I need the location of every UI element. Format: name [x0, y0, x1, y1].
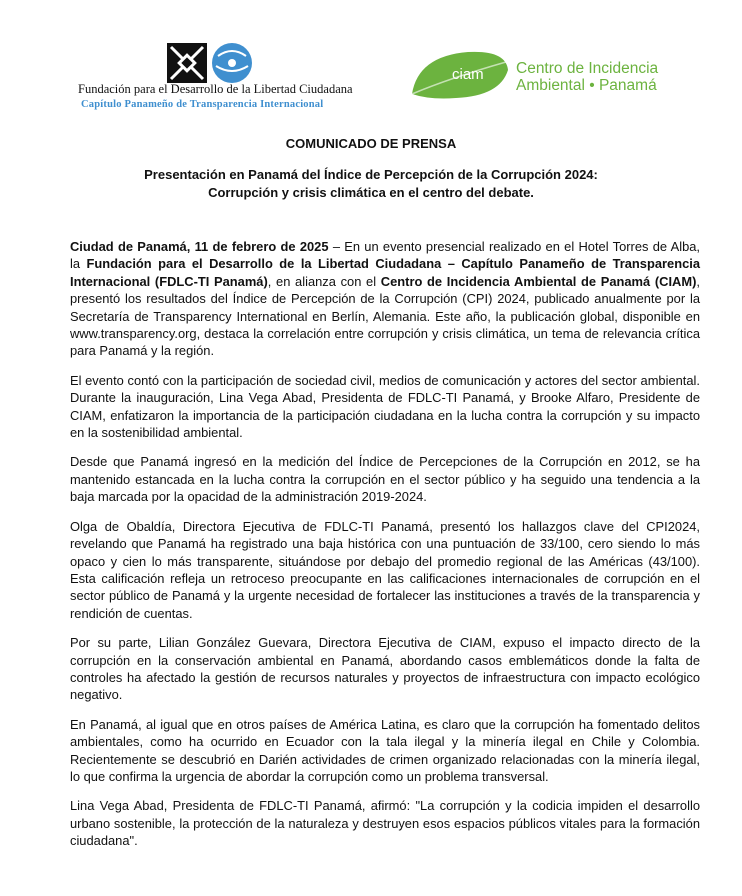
paragraph-2: El evento contó con la participación de sociedad civil, medios de comunicación y actores del sector ambiental. Durante la inauguración, Lina Vega Abad, Presidenta de FDLC-TI Panamá, y Brooke Alfaro, Presidente de CIAM, enfatizaron la importancia de la participación ciudadana en la lucha contra la corrupción y su impacto en la sostenibilidad ambiental.	[70, 372, 700, 441]
press-release-body	[70, 238, 700, 862]
p1-text-b: , en alianza con el	[267, 273, 381, 289]
paragraph-3: Desde que Panamá ingresó en la medición del Índice de Percepciones de la Corrupción en 2012, se ha mantenido estancada en la lucha contra la corrupción en el sector público y ha seguido una tendencia a la baja marcada por la opacidad de la administración 2019-2024.	[70, 454, 700, 505]
paragraph-5: Por su parte, Lilian González Guevara, Directora Ejecutiva de CIAM, expuso el impacto directo de la corrupción en la conservación ambiental en Panamá, abordando casos emblemáticos donde la falta de controles ha afectado la gestión de recursos naturales y proyectos de infraestructura con impacto ecológico negativo.	[70, 635, 700, 703]
ciam-name-line1: Centro de Incidencia	[516, 60, 659, 77]
ciam-name-line2: Ambiental • Panamá	[516, 77, 657, 94]
title-line-1: Presentación en Panamá del Índice de Percepción de la Corrupción 2024:	[144, 167, 598, 182]
fdlc-name: Fundación para el Desarrollo de la Libertad Ciudadana	[78, 82, 353, 96]
org-fdlc: Fundación para el Desarrollo de la Libertad Ciudadana – Capítulo Panameño de Transparencia Internacional (FDLC-TI Panamá)	[70, 256, 700, 289]
p1-text-c: , presentó los resultados del Índice de Percepción de la Corrupción (CPI) 2024, publicado anualmente por la Secretaría de Transparency International en Berlín, Alemania. Este año, la publicación global, disponible en www.transparency.org, destaca la correlación entre corrupción y crisis climática, un tema de relevancia crítica para Panamá y la región.	[70, 273, 700, 359]
ciam-logo	[410, 48, 700, 108]
fdlc-emblem-icon	[166, 42, 258, 84]
fdlc-chapter: Capítulo Panameño de Transparencia Internacional	[81, 99, 324, 110]
press-release-label: COMUNICADO DE PRENSA	[285, 136, 457, 151]
title-line-2: Corrupción y crisis climática en el centro del debate.	[208, 185, 534, 200]
press-release-title	[60, 166, 682, 202]
paragraph-6: En Panamá, al igual que en otros países de América Latina, es claro que la corrupción ha fomentado delitos ambientales, como ha ocurrido en Ecuador con la tala ilegal y la minería ilegal en Chile y Colombia. Recientemente se descubrió en Darién actividades de crimen organizado relacionadas con la minería ilegal, lo que confirma la urgencia de abordar la corrupción como un problema transversal.	[70, 716, 700, 784]
fdlc-logo	[78, 38, 378, 118]
ciam-wordmark: ciam	[452, 66, 484, 83]
org-ciam: Centro de Incidencia Ambiental de Panamá (CIAM)	[380, 273, 697, 289]
letterhead	[0, 0, 742, 120]
paragraph-7: Lina Vega Abad, Presidenta de FDLC-TI Panamá, afirmó: "La corrupción y la codicia impiden el desarrollo urbano sostenible, la protección de la naturaleza y destruyen esos espacios públicos vitales para la formación ciudadana".	[70, 798, 700, 849]
p1-text-a: – En un evento presencial realizado en el Hotel Torres de Alba, la	[70, 239, 701, 272]
paragraph-1	[70, 238, 700, 360]
paragraph-4: Olga de Obaldía, Directora Ejecutiva de FDLC-TI Panamá, presentó los hallazgos clave del CPI2024, revelando que Panamá ha registrado una baja histórica con una puntuación de 33/100, cero siendo lo más opaco y cien lo más transparente, situándose por debajo del promedio regional de las Américas (43/100). Esta calificación refleja un retroceso preocupante en las calificaciones internacionales de corrupción en el sector público de Panamá y la urgente necesidad de fortalecer las instituciones a través de la transparencia y rendición de cuentas.	[70, 518, 700, 621]
dateline: Ciudad de Panamá, 11 de febrero de 2025	[70, 239, 329, 254]
